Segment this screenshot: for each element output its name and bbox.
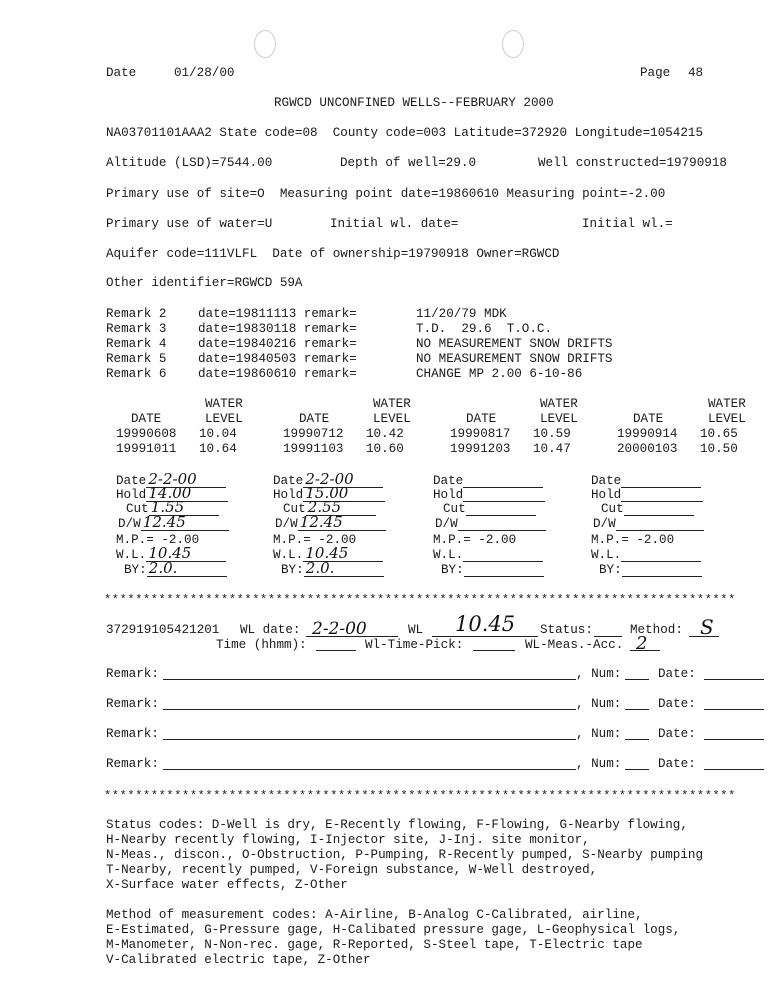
header-page-value: 48 [688,66,704,80]
level-header: LEVEL [205,412,243,426]
date-field[interactable] [463,487,543,488]
date-header: DATE [633,412,664,426]
water-header: WATER [373,397,411,411]
primary-use-water-text: Primary use of water=U [106,217,273,231]
hold-label: Hold [591,488,622,502]
wl-handwritten-value: 10.45 [305,544,349,562]
remark-date: date=19840503 remark= [198,352,357,366]
table-cell: 10.50 [700,442,738,456]
table-cell: 19991103 [283,442,344,456]
dw-label: D/W [435,517,458,531]
by-label: BY: [441,563,464,577]
date-handwritten-value: 2-2-00 [305,470,354,488]
table-cell: 19991203 [450,442,511,456]
water-header: WATER [708,397,746,411]
remark-text: NO MEASUREMENT SNOW DRIFTS [416,337,613,351]
wl-label: W.L. [273,548,304,562]
code-line: H-Nearby recently flowing, I-Injector site, J-Inj. site monitor, [106,833,590,847]
num-label: , Num: [576,697,622,711]
date-label: Date: [658,667,696,681]
separator-top: ********************************************************************************* [104,593,736,607]
code-line: V-Calibrated electric tape, Z-Other [106,953,371,967]
initial-wl-date-text: Initial wl. date= [330,217,459,231]
cut-label: Cut [443,502,466,516]
constructed-text: Well constructed=19790918 [538,156,727,170]
table-cell: 20000103 [617,442,678,456]
date-label: Date [116,474,147,488]
wl-meas-acc-value: 2 [636,633,648,654]
wl-time-pick-label: Wl-Time-Pick: [365,638,464,652]
page-title: RGWCD UNCONFINED WELLS--FEBRUARY 2000 [274,96,554,110]
punch-hole-right [502,30,524,58]
aquifer-line: Aquifer code=111VLFL Date of ownership=19790918 Owner=RGWCD [106,247,560,261]
table-cell: 19991011 [116,442,177,456]
wl-label: W.L. [116,548,147,562]
site-id: 372919105421201 [106,623,220,637]
by-field[interactable] [464,576,544,577]
wl-field[interactable] [432,636,538,637]
table-cell: 10.64 [199,442,237,456]
wl-meas-acc-label: WL-Meas.-Acc. [525,638,624,652]
table-cell: 10.47 [533,442,571,456]
code-line: Method of measurement codes: A-Airline, B-Analog C-Calibrated, airline, [106,908,643,922]
hold-handwritten-value: 14.00 [148,484,192,502]
remark-label: Remark 4 [106,337,167,351]
punch-hole-left [254,30,276,58]
remark-text: 11/20/79 MDK [416,307,507,321]
wl-handwritten-value: 10.45 [148,544,192,562]
cut-handwritten-value: 2.55 [307,498,342,516]
cut-handwritten-value: 1.55 [150,498,185,516]
table-cell: 19990914 [617,427,678,441]
by-handwritten-value: 2.0. [148,559,178,577]
water-header: WATER [540,397,578,411]
remark-entry-label: Remark: [106,757,159,771]
remark-entry-field[interactable] [163,769,576,770]
num-label: , Num: [576,727,622,741]
wl-value: 10.45 [455,612,516,636]
table-cell: 10.65 [700,427,738,441]
wl-field[interactable] [463,561,543,562]
date-label: Date [433,474,464,488]
wl-label: W.L. [433,548,464,562]
header-page-label: Page [640,66,671,80]
cut-field[interactable] [624,515,694,516]
remark-entry-label: Remark: [106,667,159,681]
dw-label: D/W [275,517,298,531]
remark-label: Remark 2 [106,307,167,321]
primary-use-site-line: Primary use of site=O Measuring point date=19860610 Measuring point=-2.00 [106,187,666,201]
table-cell: 10.59 [533,427,571,441]
cut-label: Cut [283,502,306,516]
hold-label: Hold [433,488,464,502]
level-header: LEVEL [373,412,411,426]
mp-label: M.P.= -2.00 [433,533,517,547]
date-handwritten-value: 2-2-00 [148,470,197,488]
wl-date-value: 2-2-00 [312,619,367,639]
remark-entry-label: Remark: [106,697,159,711]
remark-date: date=19811113 remark= [198,307,357,321]
date-label: Date [591,474,622,488]
hold-label: Hold [273,488,304,502]
code-line: N-Meas., discon., O-Obstruction, P-Pumping, R-Recently pumped, S-Nearby pumping [106,848,704,862]
num-field[interactable] [625,679,649,680]
date-field[interactable] [704,739,764,740]
remark-label: Remark 5 [106,352,167,366]
cut-label: Cut [601,502,624,516]
table-cell: 10.42 [366,427,404,441]
date-header: DATE [131,412,162,426]
remark-entry-field[interactable] [163,709,576,710]
date-field[interactable] [704,769,764,770]
header-date-label: Date [106,66,137,80]
code-line: M-Manometer, N-Non-rec. gage, R-Reported, S-Steel tape, T-Electric tape [106,938,643,952]
depth-text: Depth of well=29.0 [340,156,477,170]
time-field[interactable] [316,650,356,651]
by-label: BY: [281,563,304,577]
remark-date: date=19830118 remark= [198,322,357,336]
method-label: Method: [630,623,683,637]
remark-entry-field[interactable] [163,679,576,680]
wl-time-pick-field[interactable] [473,650,515,651]
initial-wl-text: Initial wl.= [582,217,673,231]
code-line: X-Surface water effects, Z-Other [106,878,348,892]
header-date-value: 01/28/00 [174,66,235,80]
date-header: DATE [466,412,497,426]
num-field[interactable] [625,739,649,740]
dw-label: D/W [593,517,616,531]
wl-label: W.L. [591,548,622,562]
remark-label: Remark 3 [106,322,167,336]
cut-field[interactable] [466,515,536,516]
hold-field[interactable] [621,501,703,502]
hold-handwritten-value: 15.00 [305,484,349,502]
table-cell: 19990608 [116,427,177,441]
dw-handwritten-value: 12.45 [299,513,343,531]
other-identifier-line: Other identifier=RGWCD 59A [106,276,303,290]
dw-field[interactable] [616,530,704,531]
cut-label: Cut [126,502,149,516]
hold-label: Hold [116,488,147,502]
dw-handwritten-value: 12.45 [142,513,186,531]
method-value: S [700,615,714,639]
num-field[interactable] [625,769,649,770]
wl-label: WL [408,623,424,637]
remark-text: CHANGE MP 2.00 6-10-86 [416,367,583,381]
water-header: WATER [205,397,243,411]
level-header: LEVEL [708,412,746,426]
num-label: , Num: [576,757,622,771]
remark-entry-field[interactable] [163,739,576,740]
site-info-line: NA03701101AAA2 State code=08 County code=003 Latitude=372920 Longitude=1054215 [106,126,704,140]
by-label: BY: [124,563,147,577]
date-label: Date [273,474,304,488]
date-label: Date: [658,757,696,771]
remark-text: NO MEASUREMENT SNOW DRIFTS [416,352,613,366]
date-header: DATE [299,412,330,426]
num-label: , Num: [576,667,622,681]
remark-date: date=19860610 remark= [198,367,357,381]
date-field[interactable] [704,679,764,680]
date-field[interactable] [704,709,764,710]
table-cell: 19990712 [283,427,344,441]
mp-label: M.P.= -2.00 [273,533,357,547]
time-label: Time (hhmm): [216,638,307,652]
code-line: E-Estimated, G-Pressure gage, H-Calibated pressure gage, L-Geophysical logs, [106,923,681,937]
status-label: Status: [540,623,593,637]
remark-entry-label: Remark: [106,727,159,741]
wl-date-label: WL date: [240,623,301,637]
table-cell: 10.60 [366,442,404,456]
level-header: LEVEL [540,412,578,426]
by-handwritten-value: 2.0. [305,559,335,577]
mp-label: M.P.= -2.00 [116,533,200,547]
code-line: Status codes: D-Well is dry, E-Recently flowing, F-Flowing, G-Nearby flowing, [106,818,688,832]
table-cell: 10.04 [199,427,237,441]
code-line: T-Nearby, recently pumped, V-Foreign substance, W-Well destroyed, [106,863,598,877]
status-field[interactable] [594,636,622,637]
remark-date: date=19840216 remark= [198,337,357,351]
separator-bottom: ********************************************************************************* [104,789,736,803]
wl-field[interactable] [621,561,701,562]
remark-label: Remark 6 [106,367,167,381]
num-field[interactable] [625,709,649,710]
date-field[interactable] [621,487,701,488]
date-label: Date: [658,697,696,711]
table-cell: 19990817 [450,427,511,441]
by-label: BY: [599,563,622,577]
mp-label: M.P.= -2.00 [591,533,675,547]
dw-field[interactable] [458,530,546,531]
hold-field[interactable] [463,501,545,502]
remark-text: T.D. 29.6 T.O.C. [416,322,553,336]
by-field[interactable] [622,576,702,577]
date-label: Date: [658,727,696,741]
dw-label: D/W [118,517,141,531]
altitude-text: Altitude (LSD)=7544.00 [106,156,273,170]
